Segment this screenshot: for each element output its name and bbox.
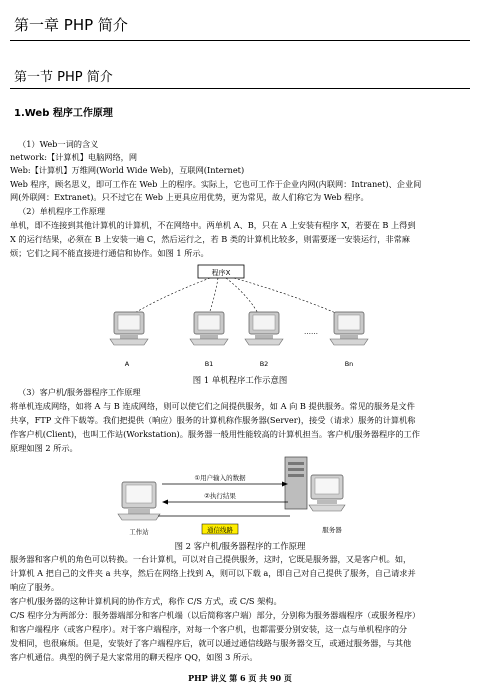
server-label: 服务器 — [322, 526, 342, 534]
request-arrow-label: ①用户输入的数据 — [194, 474, 246, 482]
section-title: 第一节 PHP 简介 — [14, 70, 113, 85]
paragraph-line: （1）Web一词的含义 — [18, 139, 99, 149]
paragraph-line: 共享，FTP 文件下载等。我们把提供（响应）服务的计算机称作服务器(Server)，接受（请求）服务的计算机称 — [10, 415, 416, 425]
workstation-icon — [118, 482, 160, 520]
computer-icon-bn — [330, 312, 368, 345]
computer-icon-b1 — [190, 312, 228, 345]
computer-icon-a — [110, 312, 148, 345]
paragraph-line: 网(外联网：Extranet)。只不过它在 Web 上更具应用优势，更为常见，故人们称它为 Web 程序。 — [10, 192, 369, 202]
paragraph-line: 服务器和客户机的角色可以转换。一台计算机，可以对自己提供服务，这时，它既是服务器，又是客户机。如， — [10, 554, 412, 564]
program-x-label: 程序X — [211, 269, 231, 277]
section-rule — [10, 88, 470, 89]
paragraph-line: 原理如图 2 所示。 — [10, 443, 78, 453]
server-icon — [285, 457, 345, 511]
paragraph-line: C/S 程序分为两部分：服务器端部分和客户机端（以后简称客户端）部分，分别称为服务器端程序（或服务程序） — [10, 610, 421, 620]
paragraph-line: 客户机通信。典型的例子是大家常用的聊天程序 QQ，如图 3 所示。 — [10, 652, 258, 662]
workstation-label: 工作站 — [129, 528, 149, 536]
paragraph-line: 和客户端程序（或客户程序）。对于客户端程序，对每一个客户机，也都需要分别安装，这一点与单机程序的分 — [10, 624, 408, 634]
header-rule — [10, 40, 470, 41]
paragraph-line: 将单机连成网络，如将 A 与 B 连成网络，则可以使它们之间提供服务，如 A 向 B 提供服务。常见的服务是文件 — [10, 401, 415, 411]
subsection-title: 1.Web 程序工作原理 — [14, 108, 113, 119]
paragraph-line: （2）单机程序工作原理 — [18, 206, 106, 216]
computer-label-a: A — [124, 360, 130, 368]
figure-1-diagram — [100, 262, 390, 372]
paragraph-line: Web 程序，顾名思义，即可工作在 Web 上的程序。实际上，它也可工作于企业内网(内联网：Intranet)、企业间 — [10, 179, 422, 189]
computer-icon-b2 — [245, 312, 283, 345]
connection-lines — [128, 278, 345, 317]
response-arrow-label: ②执行结果 — [204, 492, 236, 500]
paragraph-line: 作客户机(Client)，也叫工作站(Workstation)。服务器一般用性能较高的计算机担当。客户机/服务器程序的工作 — [10, 429, 420, 439]
ellipsis-label: …… — [304, 328, 318, 336]
paragraph-line: 客户机/服务器的这种计算机间的协作方式，称作 C/S 方式，或 C/S 架构。 — [10, 596, 282, 606]
computer-label-b2: B2 — [259, 360, 269, 368]
computer-label-b1: B1 — [204, 360, 214, 368]
paragraph-line: 单机，即不连接到其他计算机的计算机，不在网络中。两单机 A、B，只在 A 上安装有程序 X，若要在 B 上得到 — [10, 220, 416, 230]
figure-1-caption: 图 1 单机程序工作示意图 — [192, 375, 288, 385]
paragraph-line: Web:【计算机】万维网(World Wide Web)，互联网(Internet) — [10, 165, 245, 175]
paragraph-line: X 的运行结果，必须在 B 上安装一遍 C，然后运行之，若 B 类的计算机比较多，则需要逐一安装运行，非常麻 — [10, 234, 410, 244]
chapter-header: 第一章 PHP 简介 — [14, 16, 128, 34]
paragraph-line: 发相同，也很麻烦。但是，安装好了客户端程序后，就可以通过通信线路与服务器交互，或通过服务器，与其他 — [10, 638, 412, 648]
computer-label-bn: Bn — [344, 360, 354, 368]
figure-2-caption: 图 2 客户机/服务器程序的工作原理 — [174, 541, 306, 551]
communication-line-label: 通信线路 — [207, 526, 233, 534]
paragraph-line: 响应了服务。 — [10, 582, 60, 592]
paragraph-line: （3）客户机/服务器程序工作原理 — [18, 387, 141, 397]
figure-2-diagram — [110, 452, 370, 540]
page-footer: PHP 讲义 第 6 页 共 90 页 — [188, 673, 292, 683]
paragraph-line: 烦；它们之间不能直接进行通信和协作。如图 1 所示。 — [10, 248, 209, 258]
paragraph-line: network:【计算机】电脑网络，网 — [10, 152, 138, 162]
paragraph-line: 计算机 A 把自己的文件夹 a 共享，然后在网络上找到 A，则可以下载 a，即自己对自己提供了服务，自己请求并 — [10, 568, 416, 578]
